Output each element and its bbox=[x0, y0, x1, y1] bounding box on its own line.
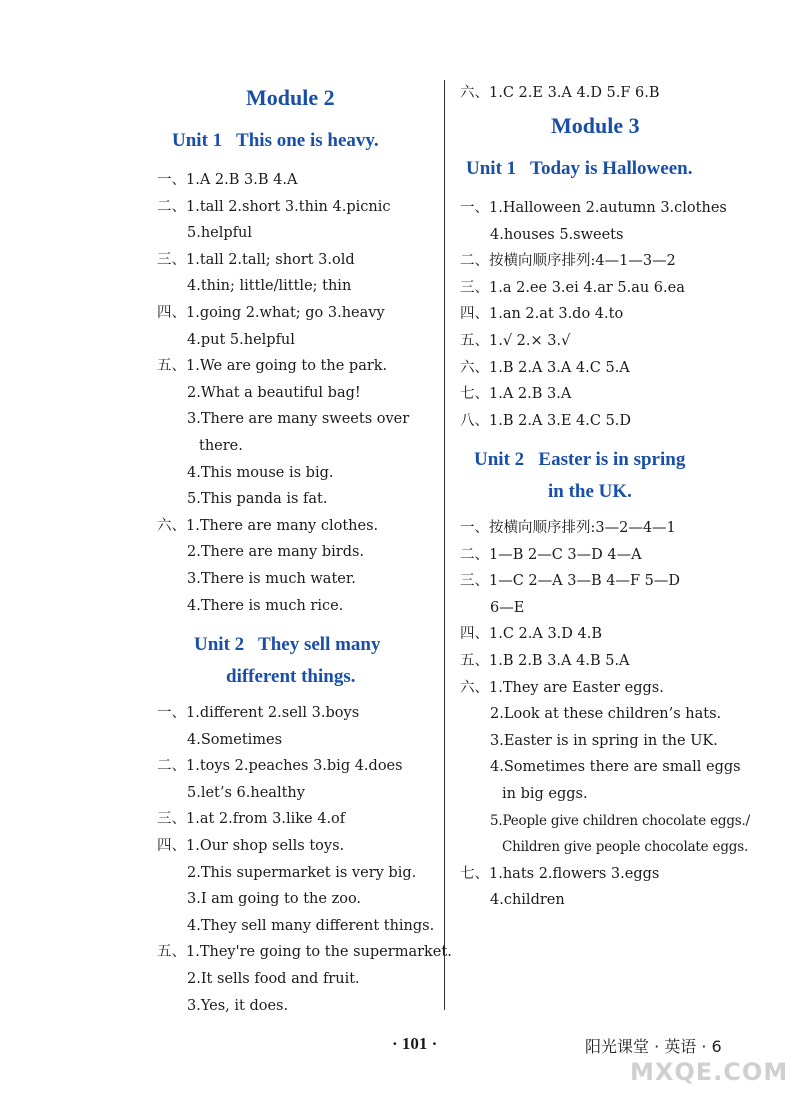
book-name: 阳光课堂 · 英语 · 6 bbox=[585, 1037, 722, 1056]
answer-line: Children give people chocolate eggs. bbox=[502, 839, 749, 856]
answer-line: 6—E bbox=[490, 599, 525, 616]
answer-line: 四、1.Our shop sells toys. bbox=[157, 837, 345, 854]
answer-line: 三、1.a 2.ee 3.ei 4.ar 5.au 6.ea bbox=[460, 279, 685, 296]
answer-line: 5.helpful bbox=[187, 225, 253, 242]
answer-line: 二、1.toys 2.peaches 3.big 4.does bbox=[157, 758, 403, 775]
answer-line: 5.People give children chocolate eggs./ bbox=[490, 812, 750, 829]
answer-line: 4.put 5.helpful bbox=[187, 331, 295, 348]
answer-line: 4.houses 5.sweets bbox=[490, 226, 624, 243]
module-2-title: Module 2 bbox=[246, 85, 335, 110]
answer-line: 六、1.B 2.A 3.A 4.C 5.A bbox=[460, 359, 630, 376]
unit-2-title-left-line1: Unit 2 They sell many bbox=[194, 634, 381, 655]
answer-line: 4.Sometimes bbox=[187, 731, 283, 748]
answer-line: 五、1.B 2.B 3.A 4.B 5.A bbox=[460, 652, 630, 669]
unit-2-title-right-line1: Unit 2 Easter is in spring bbox=[474, 449, 686, 470]
page-number: · 101 · bbox=[392, 1034, 438, 1053]
answer-line: 4.Sometimes there are small eggs bbox=[490, 759, 741, 776]
answer-line: 4.There is much rice. bbox=[187, 597, 344, 614]
continued-answers-top bbox=[460, 80, 660, 107]
answer-line: 一、按横向顺序排列:3—2—4—1 bbox=[460, 520, 676, 536]
answer-line: 五、1.We are going to the park. bbox=[157, 358, 388, 375]
answer-line: 2.There are many birds. bbox=[187, 544, 365, 561]
answer-line: 4.thin; little/little; thin bbox=[187, 278, 352, 295]
unit-1-title-right: Unit 1 Today is Halloween. bbox=[466, 158, 693, 179]
answer-line: 四、1.going 2.what; go 3.heavy bbox=[157, 304, 385, 321]
answer-line: in big eggs. bbox=[502, 785, 588, 802]
answer-line: 三、1.tall 2.tall; short 3.old bbox=[157, 251, 355, 268]
answer-line: 三、1—C 2—A 3—B 4—F 5—D bbox=[460, 573, 680, 590]
unit-1-answers-left bbox=[157, 167, 409, 619]
answer-line: 2.This supermarket is very big. bbox=[187, 864, 417, 881]
answer-line: 3.There are many sweets over bbox=[187, 411, 410, 428]
watermark-logo: MXQE.COM bbox=[630, 1058, 788, 1086]
answer-line: 二、按横向顺序排列:4—1—3—2 bbox=[460, 253, 676, 270]
answer-line: 2.What a beautiful bag! bbox=[187, 384, 361, 401]
answer-line: 3.I am going to the zoo. bbox=[187, 891, 362, 908]
answer-line: 七、1.A 2.B 3.A bbox=[460, 386, 572, 403]
answer-line: 一、1.Halloween 2.autumn 3.clothes bbox=[460, 200, 727, 216]
answer-line: 六、1.C 2.E 3.A 4.D 5.F 6.B bbox=[460, 85, 660, 101]
answer-line: 4.children bbox=[490, 892, 565, 909]
answer-line: there. bbox=[199, 437, 243, 454]
answer-line: 5.let’s 6.healthy bbox=[187, 784, 305, 801]
answer-line: 5.This panda is fat. bbox=[187, 491, 328, 508]
answer-line: 三、1.at 2.from 3.like 4.of bbox=[157, 811, 346, 828]
answer-line: 一、1.different 2.sell 3.boys bbox=[157, 705, 360, 721]
answer-line: 八、1.B 2.A 3.E 4.C 5.D bbox=[460, 412, 632, 429]
answer-line: 3.There is much water. bbox=[187, 570, 356, 587]
answer-line: 2.It sells food and fruit. bbox=[187, 970, 360, 987]
answer-line: 2.Look at these children’s hats. bbox=[490, 706, 722, 723]
unit-2-answers-left bbox=[157, 700, 452, 1019]
answer-line: 四、1.an 2.at 3.do 4.to bbox=[460, 306, 624, 323]
answer-line: 六、1.They are Easter eggs. bbox=[460, 679, 664, 696]
unit-1-answers-right bbox=[460, 195, 727, 434]
answer-line: 五、1.√ 2.× 3.√ bbox=[460, 332, 571, 349]
unit-2-answers-right bbox=[460, 515, 750, 914]
answer-line: 四、1.C 2.A 3.D 4.B bbox=[460, 626, 603, 643]
module-3-title: Module 3 bbox=[551, 113, 640, 138]
answer-line: 六、1.There are many clothes. bbox=[157, 517, 379, 534]
answer-line: 一、1.A 2.B 3.B 4.A bbox=[157, 172, 298, 188]
unit-1-title-left: Unit 1 This one is heavy. bbox=[172, 130, 379, 151]
answer-line: 二、1.tall 2.short 3.thin 4.picnic bbox=[157, 198, 391, 215]
unit-2-title-right-line2: in the UK. bbox=[548, 481, 632, 502]
answer-line: 4.They sell many different things. bbox=[187, 917, 435, 934]
answer-line: 二、1—B 2—C 3—D 4—A bbox=[460, 546, 642, 563]
answer-line: 4.This mouse is big. bbox=[187, 464, 334, 481]
answer-line: 3.Yes, it does. bbox=[187, 997, 289, 1014]
answer-line: 五、1.They're going to the supermarket. bbox=[157, 944, 452, 961]
answer-line: 七、1.hats 2.flowers 3.eggs bbox=[460, 865, 660, 882]
answer-line: 3.Easter is in spring in the UK. bbox=[490, 732, 718, 749]
unit-2-title-left-line2: different things. bbox=[226, 666, 356, 687]
